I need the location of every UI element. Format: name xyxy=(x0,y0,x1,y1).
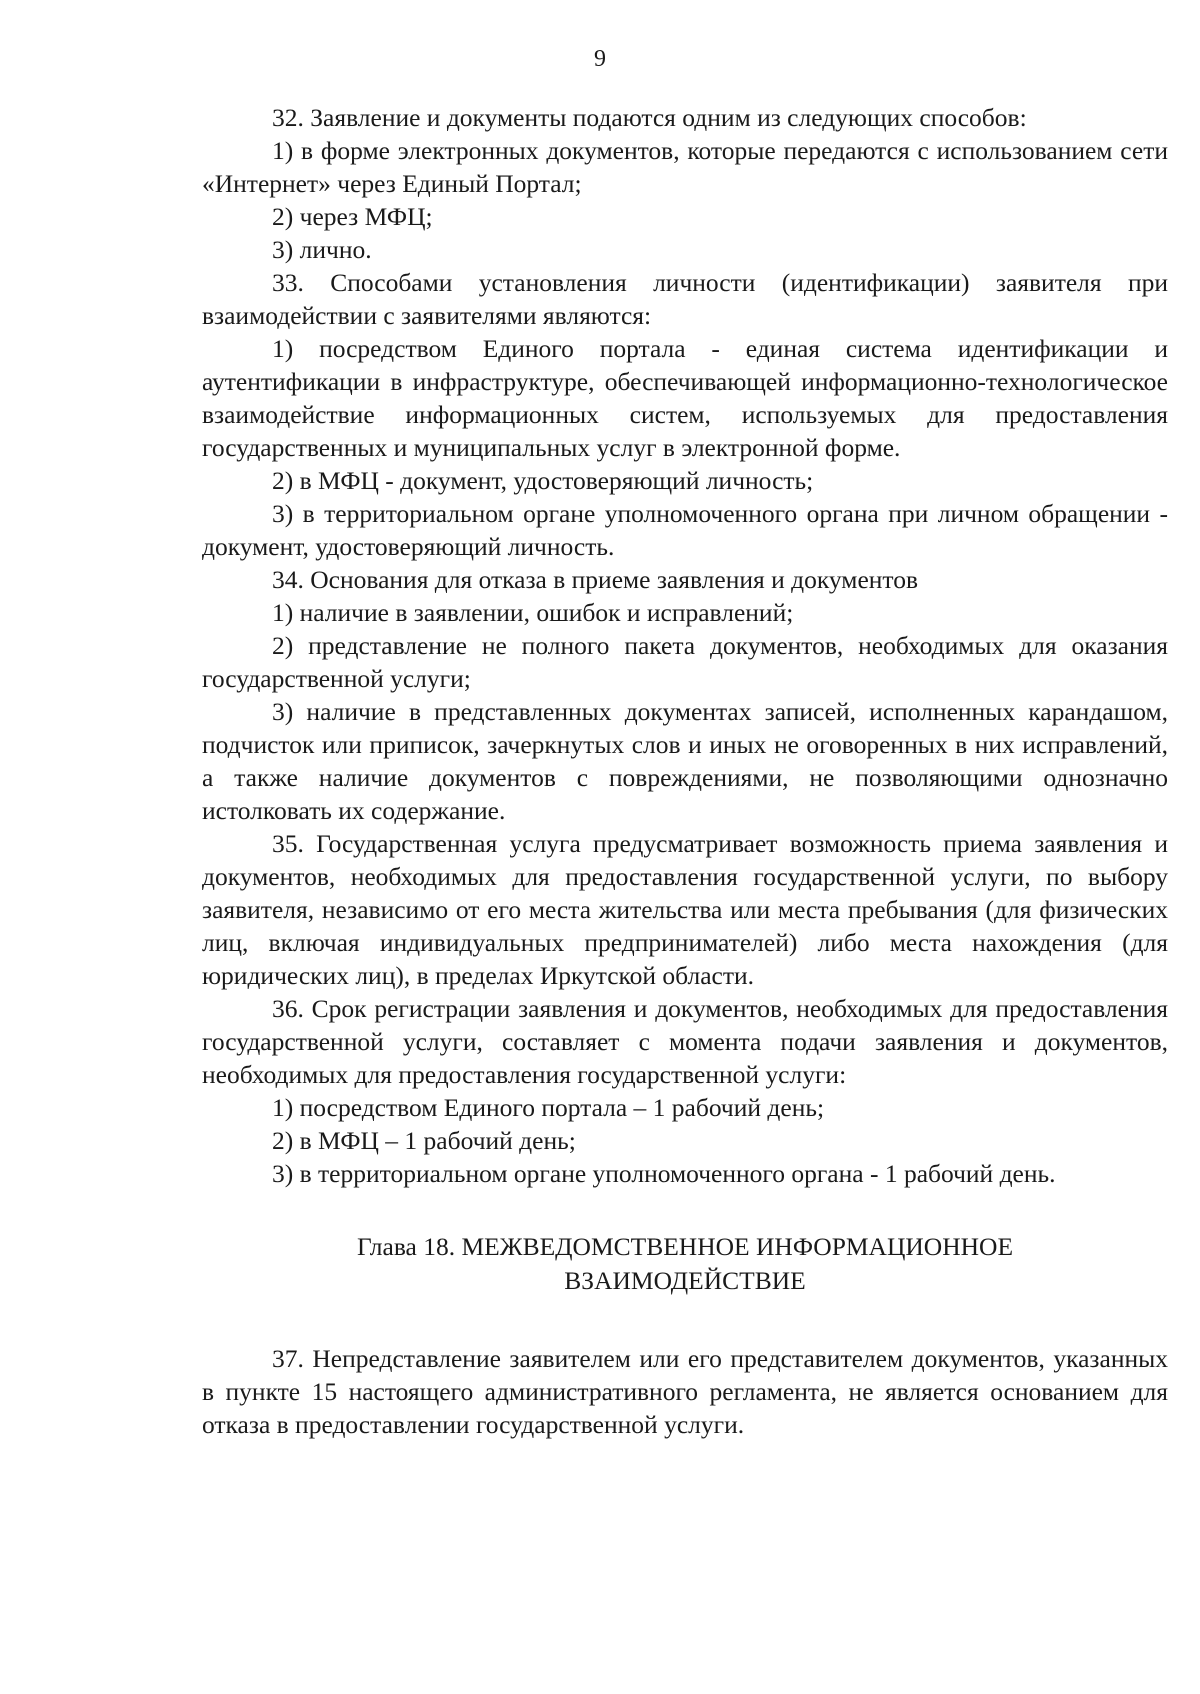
chapter-heading xyxy=(202,1230,1168,1298)
paragraph-33-item-3: 3) в территориальном органе уполномоченного органа при личном обращении - документ, удостоверяющий личность. xyxy=(202,499,1168,561)
paragraph-36: 36. Срок регистрации заявления и документов, необходимых для предоставления государственной услуги, составляет с момента подачи заявления и документов, необходимых для предоставления государственной услуги: xyxy=(202,994,1168,1089)
paragraph-32: 32. Заявление и документы подаются одним из следующих способов: xyxy=(272,103,1027,132)
paragraph-34-item-2: 2) представление не полного пакета документов, необходимых для оказания государственной услуги; xyxy=(202,631,1168,693)
paragraph-34-item-3: 3) наличие в представленных документах записей, исполненных карандашом, подчисток или приписок, зачеркнутых слов и иных не оговоренных в них исправлений, а также наличие документов с повреждениями, не позволяющими однозначно истолковать их содержание. xyxy=(202,697,1168,825)
paragraph-37: 37. Непредставление заявителем или его представителем документов, указанных в пункте 15 настоящего административного регламента, не является основанием для отказа в предоставлении государственной услуги. xyxy=(202,1344,1168,1439)
paragraph-33-item-1: 1) посредством Единого портала - единая система идентификации и аутентификации в инфраструктуре, обеспечивающей информационно-технологическое взаимодействие информационных систем, используемых для предоставления государственных и муниципальных услуг в электронной форме. xyxy=(202,334,1168,462)
chapter-heading-line-2: ВЗАИМОДЕЙСТВИЕ xyxy=(564,1266,806,1295)
paragraph-34-item-1: 1) наличие в заявлении, ошибок и исправлений; xyxy=(272,598,794,627)
page-content xyxy=(202,101,1168,1441)
paragraph-32-item-3: 3) лично. xyxy=(272,235,372,264)
paragraph-35: 35. Государственная услуга предусматривает возможность приема заявления и документов, необходимых для предоставления государственной услуги, по выбору заявителя, независимо от его места жительства или места пребывания (для физических лиц, включая индивидуальных предпринимателей) либо места нахождения (для юридических лиц), в пределах Иркутской области. xyxy=(202,829,1168,990)
paragraph-36-item-2: 2) в МФЦ – 1 рабочий день; xyxy=(272,1126,576,1155)
page-number: 9 xyxy=(594,46,606,72)
paragraph-33-item-2: 2) в МФЦ - документ, удостоверяющий личность; xyxy=(272,466,814,495)
paragraph-34: 34. Основания для отказа в приеме заявления и документов xyxy=(272,565,919,594)
paragraph-32-item-2: 2) через МФЦ; xyxy=(272,202,433,231)
paragraph-36-item-1: 1) посредством Единого портала – 1 рабочий день; xyxy=(272,1093,825,1122)
paragraph-33: 33. Способами установления личности (идентификации) заявителя при взаимодействии с заявителями являются: xyxy=(202,268,1168,330)
paragraph-36-item-3: 3) в территориальном органе уполномоченного органа - 1 рабочий день. xyxy=(272,1159,1056,1188)
chapter-heading-line-1: Глава 18. МЕЖВЕДОМСТВЕННОЕ ИНФОРМАЦИОННОЕ xyxy=(356,1232,1014,1261)
paragraph-32-item-1: 1) в форме электронных документов, которые передаются с использованием сети «Интернет» через Единый Портал; xyxy=(202,136,1168,198)
